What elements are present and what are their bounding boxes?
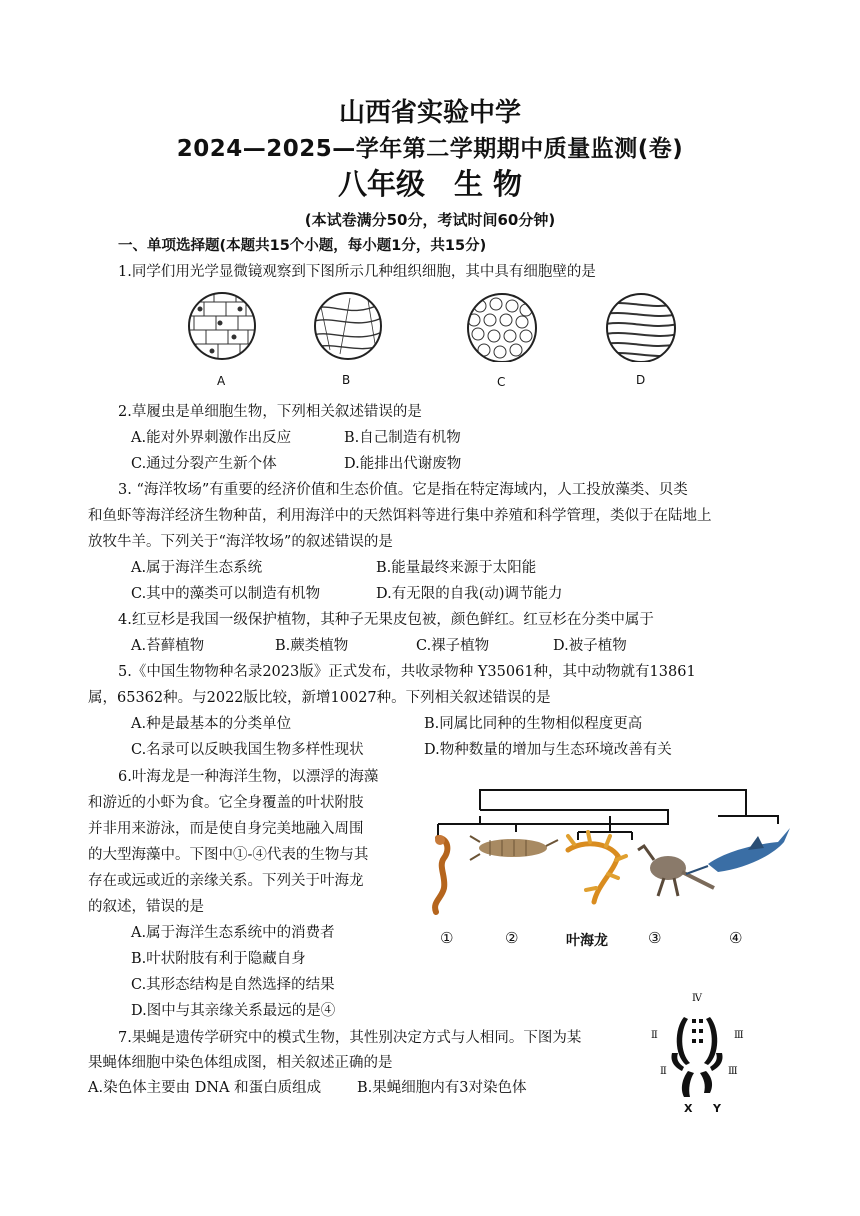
striated-tissue-icon (605, 303, 678, 356)
q3-line1: 3. “海洋牧场”有重要的经济价值和生态价值。它是指在特定海域内，人工投放藻类、贝类 (118, 482, 688, 498)
chrom-label-ii-top: Ⅱ (651, 1030, 658, 1041)
q1-stem: 1.同学们用光学显微镜观察到下图所示几种组织细胞，其中具有细胞壁的是 (118, 264, 596, 280)
q5-line2: 属，65362种。与2022版比较，新增10027种。下列相关叙述错误的是 (88, 690, 551, 706)
q2-option-c: C.通过分裂产生新个体 (131, 456, 277, 472)
tree-label-2: ② (505, 929, 519, 947)
q7-line2: 果蝇体细胞中染色体组成图，相关叙述正确的是 (88, 1055, 393, 1071)
q4-stem: 4.红豆杉是我国一级保护植物，其种子无果皮包被，颜色鲜红。红豆杉在分类中属于 (118, 612, 654, 628)
cell-tissue-figure (180, 290, 700, 362)
q5-option-a: A.种是最基本的分类单位 (131, 716, 292, 732)
q5-option-b: B.同属比同种的生物相似程度更高 (424, 716, 643, 732)
q6-line6: 的叙述，错误的是 (88, 899, 204, 915)
tree-label-3: ③ (648, 929, 662, 947)
feathered-dinosaur-icon (638, 846, 714, 896)
round-cell-icon (468, 298, 532, 358)
q3-line3: 放牧牛羊。下列关于“海洋牧场”的叙述错误的是 (88, 534, 393, 550)
q6-option-c: C.其形态结构是自然选择的结果 (131, 977, 335, 993)
q3-option-c: C.其中的藻类可以制造有机物 (131, 586, 321, 602)
tree-label-1: ① (440, 929, 454, 947)
exam-note: (本试卷满分50分，考试时间60分钟) (304, 211, 556, 229)
chrom-label-y: Y (713, 1102, 721, 1115)
tree-label-4: ④ (729, 929, 743, 947)
q4-option-b: B.蕨类植物 (275, 638, 349, 654)
q2-stem: 2.草履虫是单细胞生物，下列相关叙述错误的是 (118, 404, 422, 420)
q7-line1: 7.果蝇是遗传学研究中的模式生物，其性别决定方式与人相同。下图为某 (118, 1030, 582, 1046)
phylogenetic-tree-figure (418, 780, 798, 930)
tree-branches (438, 790, 778, 840)
chrom-label-iii-bottom: Ⅲ (728, 1066, 738, 1077)
tree-label-seadragon: 叶海龙 (566, 933, 608, 949)
q3-option-a: A.属于海洋生态系统 (131, 560, 263, 576)
q7-option-a: A.染色体主要由 DNA 和蛋白质组成 (88, 1080, 322, 1096)
seahorse-icon (435, 835, 447, 912)
swordfish-icon (686, 828, 790, 874)
q6-line2: 和游近的小虾为食。它全身覆盖的叶状附肢 (88, 795, 364, 811)
chrom-label-x: X (684, 1102, 693, 1115)
section-heading: 一、单项选择题(本题共15个小题，每小题1分，共15分) (118, 238, 487, 254)
q4-option-a: A.苔藓植物 (131, 638, 205, 654)
fig-label-d: D (636, 373, 646, 387)
q3-line2: 和鱼虾等海洋经济生物种苗，利用海洋中的天然饵料等进行集中养殖和科学管理，类似于在陆地上 (88, 508, 712, 524)
q6-option-b: B.叶状附肢有利于隐藏自身 (131, 951, 306, 967)
q5-option-d: D.物种数量的增加与生态环境改善有关 (424, 742, 672, 758)
chrom-label-iii-top: Ⅲ (734, 1030, 744, 1041)
chrom-label-iv: Ⅳ (692, 993, 702, 1004)
plant-cell-icon (185, 290, 260, 362)
q4-option-d: D.被子植物 (553, 638, 627, 654)
fig-label-c: C (497, 375, 506, 389)
q4-option-c: C.裸子植物 (416, 638, 490, 654)
q6-option-d: D.图中与其亲缘关系最远的是④ (131, 1003, 336, 1019)
fig-label-b: B (342, 373, 351, 387)
leafy-seadragon-icon (568, 832, 626, 902)
mantis-shrimp-icon (470, 836, 558, 860)
q6-line4: 的大型海藻中。下图中①-④代表的生物与其 (88, 847, 369, 863)
q3-option-b: B.能量最终来源于太阳能 (376, 560, 537, 576)
q6-option-a: A.属于海洋生态系统中的消费者 (131, 925, 335, 941)
school-title: 山西省实验中学 (338, 98, 521, 128)
chrom-label-ii-bottom: Ⅱ (660, 1066, 667, 1077)
fig-label-a: A (217, 374, 226, 388)
q5-line1: 5.《中国生物物种名录2023版》正式发布，共收录物种 Y35061种，其中动物就有13861 (118, 664, 696, 680)
q7-option-b: B.果蝇细胞内有3对染色体 (357, 1080, 527, 1096)
chromosome-shapes (671, 1017, 722, 1097)
q6-line3: 并非用来游泳，而是使自身完美地融入周围 (88, 821, 364, 837)
q2-option-a: A.能对外界刺激作出反应 (131, 430, 292, 446)
q6-line1: 6.叶海龙是一种海洋生物，以漂浮的海藻 (118, 769, 379, 785)
subject-title: 八年级 生 物 (337, 167, 523, 201)
q3-option-d: D.有无限的自我(动)调节能力 (376, 586, 563, 602)
term-title: 2024—2025—学年第二学期期中质量监测(卷) (176, 136, 684, 162)
q2-option-d: D.能排出代谢废物 (344, 456, 462, 472)
fruit-fly-chromosome-figure (648, 1005, 748, 1115)
q5-option-c: C.名录可以反映我国生物多样性现状 (131, 742, 364, 758)
q2-option-b: B.自己制造有机物 (344, 430, 461, 446)
q6-line5: 存在或远或近的亲缘关系。下列关于叶海龙 (88, 873, 364, 889)
